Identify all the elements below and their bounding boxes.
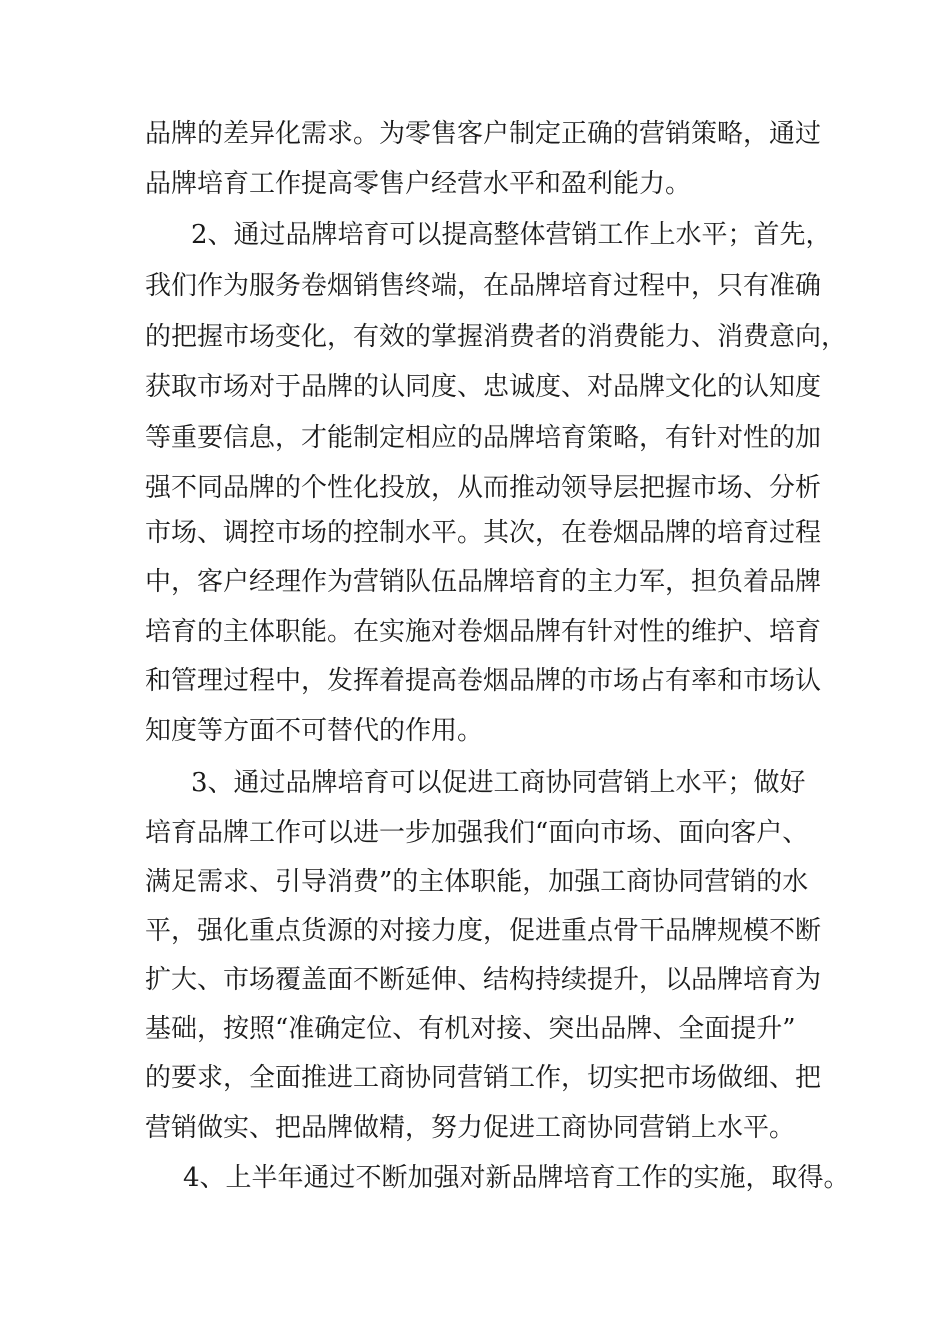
text-line: 强不同品牌的个性化投放，从而推动领导层把握市场、分析	[145, 473, 822, 503]
text-line: 营销做实、把品牌做精，努力促进工商协同营销上水平。	[145, 1113, 796, 1143]
text-line: 平，强化重点货源的对接力度，促进重点骨干品牌规模不断	[145, 916, 822, 946]
text-line: 培育品牌工作可以进一步加强我们“面向市场、面向客户、	[145, 818, 809, 848]
text-line: 4、上半年通过不断加强对新品牌培育工作的实施，取得。	[183, 1163, 850, 1193]
text-line: 的把握市场变化，有效的掌握消费者的消费能力、消费意向，	[145, 322, 848, 352]
text-line: 满足需求、引导消费”的主体职能，加强工商协同营销的水	[145, 867, 809, 897]
text-line: 中，客户经理作为营销队伍品牌培育的主力军，担负着品牌	[145, 567, 822, 597]
text-line: 培育的主体职能。在实施对卷烟品牌有针对性的维护、培育	[145, 617, 822, 647]
text-line: 的要求，全面推进工商协同营销工作，切实把市场做细、把	[145, 1063, 822, 1093]
text-line: 2、通过品牌培育可以提高整体营销工作上水平；首先，	[191, 220, 832, 250]
text-line: 市场、调控市场的控制水平。其次，在卷烟品牌的培育过程	[145, 518, 822, 548]
text-line: 知度等方面不可替代的作用。	[145, 716, 484, 746]
text-line: 我们作为服务卷烟销售终端，在品牌培育过程中，只有准确	[145, 271, 822, 301]
text-line: 扩大、市场覆盖面不断延伸、结构持续提升，以品牌培育为	[145, 965, 822, 995]
text-line: 和管理过程中，发挥着提高卷烟品牌的市场占有率和市场认	[145, 666, 822, 696]
text-line: 基础，按照“准确定位、有机对接、突出品牌、全面提升”	[145, 1014, 796, 1044]
text-line: 获取市场对于品牌的认同度、忠诚度、对品牌文化的认知度	[145, 372, 822, 402]
text-line: 品牌的差异化需求。为零售客户制定正确的营销策略，通过	[145, 119, 822, 149]
text-line: 品牌培育工作提高零售户经营水平和盈利能力。	[145, 169, 692, 199]
text-line: 3、通过品牌培育可以促进工商协同营销上水平；做好	[191, 768, 806, 798]
text-line: 等重要信息，才能制定相应的品牌培育策略，有针对性的加	[145, 423, 822, 453]
